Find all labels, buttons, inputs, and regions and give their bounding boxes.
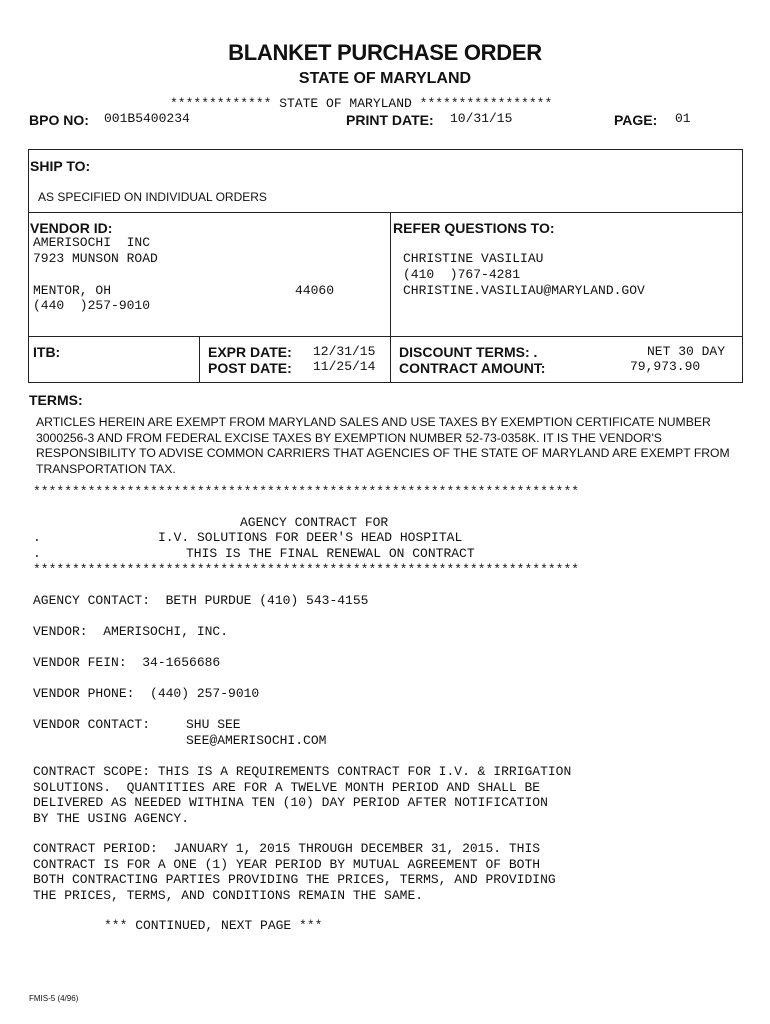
agency-contact-line: AGENCY CONTACT: BETH PURDUE (410) 543-4155 [33, 593, 369, 608]
bpo-value: 001B5400234 [104, 111, 190, 126]
contract-period-line: THE PRICES, TERMS, AND CONDITIONS REMAIN THE SAME. [33, 887, 424, 903]
refer-email: CHRISTINE.VASILIAU@MARYLAND.GOV [403, 283, 645, 298]
grid-divider-itb [199, 336, 200, 383]
contract-scope-line: DELIVERED AS NEEDED WITHINA TEN (10) DAY PERIOD AFTER NOTIFICATION [33, 795, 548, 811]
ship-to-label: SHIP TO: [30, 158, 91, 174]
contract-amount-value: 79,973.90 [630, 359, 701, 374]
vendor-address: 7923 MUNSON ROAD [33, 251, 158, 266]
agency-heading-1: AGENCY CONTRACT FOR [240, 515, 389, 530]
page-label: PAGE: [614, 112, 658, 128]
grid-divider-2 [28, 336, 743, 337]
vendor-contact-email: SEE@AMERISOCHI.COM [186, 733, 327, 748]
print-date-value: 10/31/15 [450, 111, 513, 126]
continued-notice: *** CONTINUED, NEXT PAGE *** [104, 918, 323, 933]
stars-divider-top: ********************************************************************** [33, 484, 580, 499]
heading-dot-1: . [33, 530, 41, 545]
header-grid-box [28, 149, 743, 383]
discount-terms-value: NET 30 DAY [647, 344, 726, 359]
vendor-name: AMERISOCHI INC [33, 235, 151, 250]
form-number: FMIS-5 (4/96) [29, 994, 79, 1003]
header-banner: ************* STATE OF MARYLAND ***************** [170, 96, 553, 111]
expr-date-value: 12/31/15 [313, 344, 376, 359]
vendor-contact-name: SHU SEE [186, 717, 241, 732]
vendor-phone: (440 )257-9010 [33, 298, 151, 313]
discount-terms-label: DISCOUNT TERMS: . [399, 344, 538, 360]
document-subtitle: STATE OF MARYLAND [298, 70, 472, 87]
vendor-phone-line: VENDOR PHONE: (440) 257-9010 [33, 686, 260, 701]
heading-dot-2: . [33, 546, 41, 561]
refer-label: REFER QUESTIONS TO: [393, 220, 555, 236]
agency-heading-2: I.V. SOLUTIONS FOR DEER'S HEAD HOSPITAL [158, 530, 463, 545]
contract-scope-line: SOLUTIONS. QUANTITIES ARE FOR A TWELVE MONTH PERIOD AND SHALL BE [33, 779, 541, 795]
refer-name: CHRISTINE VASILIAU [403, 251, 544, 266]
contract-amount-label: CONTRACT AMOUNT: [399, 360, 546, 376]
vendor-line: VENDOR: AMERISOCHI, INC. [33, 624, 229, 639]
grid-divider-1 [28, 212, 743, 213]
terms-text: ARTICLES HEREIN ARE EXEMPT FROM MARYLAND SALES AND USE TAXES BY EXEMPTION CERTIFICATE NUMBER 3000256-3 AND FROM FEDERAL EXCISE TAXES BY EXEMPTION NUMBER 52-73-0358K. IT IS THE VENDOR'S RESPONSIBILITY TO ADVISE COMMON CARRIERS THAT AGENCIES OF THE STATE OF MARYLAND ARE EXEMPT FROM TRANSPORTATION TAX. [36, 415, 730, 476]
vendor-contact-label: VENDOR CONTACT: [33, 717, 151, 732]
vendor-zip: 44060 [295, 283, 335, 298]
vendor-fein-line: VENDOR FEIN: 34-1656686 [33, 655, 221, 670]
contract-period-line: CONTRACT PERIOD: JANUARY 1, 2015 THROUGH DECEMBER 31, 2015. THIS [33, 841, 541, 856]
contract-period-line: CONTRACT IS FOR A ONE (1) YEAR PERIOD BY MUTUAL AGREEMENT OF BOTH [33, 856, 541, 872]
contract-scope-line: BY THE USING AGENCY. [33, 810, 190, 826]
expr-date-label: EXPR DATE: [208, 344, 292, 360]
stars-divider-bottom: ********************************************************************** [33, 562, 580, 577]
contract-scope-line: CONTRACT SCOPE: THIS IS A REQUIREMENTS CONTRACT FOR I.V. & IRRIGATION [33, 764, 572, 779]
document-title: BLANKET PURCHASE ORDER [228, 40, 542, 65]
vendor-id-label: VENDOR ID: [30, 220, 113, 236]
itb-label: ITB: [33, 344, 61, 360]
page-value: 01 [675, 111, 691, 126]
contract-period-line: BOTH CONTRACTING PARTIES PROVIDING THE PRICES, TERMS, AND PROVIDING [33, 872, 556, 888]
terms-label: TERMS: [29, 392, 83, 408]
post-date-label: POST DATE: [208, 360, 292, 376]
grid-divider-vertical [390, 212, 391, 383]
ship-to-value: AS SPECIFIED ON INDIVIDUAL ORDERS [38, 190, 267, 204]
agency-heading-3: THIS IS THE FINAL RENEWAL ON CONTRACT [186, 546, 475, 561]
vendor-city: MENTOR, OH [33, 283, 112, 298]
bpo-label: BPO NO: [29, 112, 89, 128]
refer-phone: (410 )767-4281 [403, 267, 521, 282]
print-date-label: PRINT DATE: [346, 112, 434, 128]
post-date-value: 11/25/14 [313, 359, 376, 374]
